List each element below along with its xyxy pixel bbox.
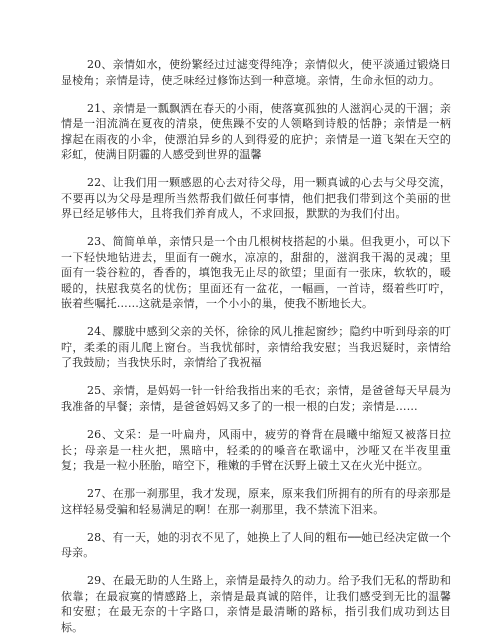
paragraph-20: 20、亲情如水，使纷繁经过过滤变得纯净；亲情似火，使平淡通过锻烧日显棱角；亲情是诗，使乏味经过修饰达到一种意境。亲情，生命永恒的动力。: [61, 58, 451, 87]
paragraph-22: 22、让我们用一颗感恩的心去对待父母，用一颗真诚的心去与父母交流，不要再以为父母是理所当然帮我们做任何事情，他们把我们带到这个美丽的世界已经足够伟大，且将我们养育成人，不求回报，默默的为我们付出。: [61, 176, 451, 221]
paragraph-23: 23、简简单单，亲情只是一个由几根树枝搭起的小巢。但我更小，可以下一下轻快地钻进去，里面有一碗水，凉凉的，甜甜的，滋润我干渴的灵魂；里面有一袋谷粒的，香香的，填饱我无止尽的欲望；里面有一张床，软软的，暖暖的，扶慰我莫名的忧伤；里面还有一盆花，一幅画，一首诗，缀着些叮咛，嵌着些嘱托……这就是亲情，一个小小的巢，使我不断地长大。: [61, 235, 451, 311]
paragraph-25: 25、亲情，是妈妈一针一针给我指出来的毛衣；亲情，是爸爸每天早晨为我准备的早餐；亲情，是爸爸妈妈又多了的一根一根的白发；亲情是……: [61, 384, 451, 413]
paragraph-24: 24、朦胧中感到父亲的关怀，徐徐的风儿推起窗纱；隐约中听到母亲的叮咛，柔柔的雨儿爬上窗台。当我忧郁时，亲情给我安慰；当我迟疑时，亲情给了我鼓励；当我快乐时，亲情给了我祝福: [61, 325, 451, 370]
paragraph-27: 27、在那一刹那里，我才发现，原来，原来我们所拥有的所有的母亲那是这样轻易受骗和轻易满足的啊！在那一刹那里，我不禁流下泪来。: [61, 487, 451, 516]
paragraph-28: 28、有一天，她的羽衣不见了，她换上了人间的粗布──她已经决定做一个母亲。: [61, 530, 451, 560]
paragraph-21: 21、亲情是一瓢飘洒在春天的小雨，使落寞孤独的人滋润心灵的干涸；亲情是一泪流淌在夏夜的清泉，使焦躁不安的人领略到诗般的恬静；亲情是一柄撑起在雨夜的小伞，使漂泊异乡的人到得爱的庇护；亲情是一道飞架在天空的彩虹，使满目阴霾的人感受到世界的温馨: [61, 101, 451, 162]
paragraph-29: 29、在最无助的人生路上，亲情是最持久的动力。给予我们无私的帮助和依靠；在最寂寞的情感路上，亲情是最真诚的陪伴，让我们感受到无比的温馨和安慰；在最无奈的十字路口，亲情是最清晰的路标，指引我们成功到达目标。: [61, 574, 451, 634]
article-body: [61, 57, 451, 635]
paragraph-26: 26、文采：是一叶扁舟，风雨中，疲劳的脊背在晨曦中缩短又被落日拉长；母亲是一柱火把，黑暗中，轻柔的的嗓音在歌谣中，沙哑又在半夜里重复；我是一粒小胚胎，暗空下，稚嫩的手臂在沃野上破土又在火光中挺立。: [61, 428, 451, 473]
